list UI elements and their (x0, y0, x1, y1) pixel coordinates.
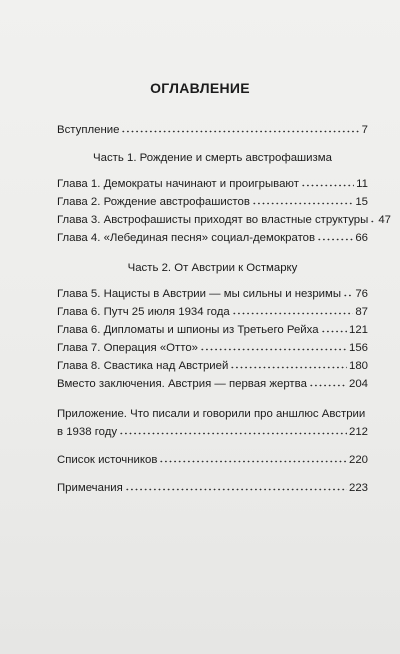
dot-leader (343, 293, 353, 298)
dot-leader (317, 237, 353, 242)
page-title: ОГЛАВЛЕНИЕ (150, 80, 250, 96)
toc-entry-page: 223 (348, 482, 368, 494)
toc-entry-appendix-line-1: Приложение. Что писали и говорили про аншлюс Австрии (57, 408, 366, 420)
toc-entry-page: 212 (348, 426, 368, 438)
toc-entry-page: 7 (361, 124, 368, 136)
dot-leader (200, 347, 347, 352)
toc-entry-title: в 1938 году (57, 426, 118, 438)
dot-leader (119, 431, 347, 436)
toc-entry-page: 47 (378, 214, 391, 226)
toc-entry-chapter-6b (57, 321, 368, 339)
dot-leader (232, 311, 354, 316)
toc-entry-page: 220 (348, 454, 368, 466)
toc-entry-page: 180 (348, 360, 368, 372)
toc-entry-title: Список источников (57, 454, 158, 466)
toc-entry-page: 76 (355, 288, 368, 300)
toc-entry-chapter-8 (57, 357, 368, 375)
toc-entry-sources (57, 451, 368, 469)
dot-leader (121, 129, 359, 134)
toc-entry-intro (57, 121, 368, 139)
toc-entry-title: Примечания (57, 482, 123, 494)
dot-leader (125, 487, 347, 492)
toc-entry-chapter-1 (57, 175, 368, 193)
dot-leader (309, 383, 347, 388)
dot-leader (370, 219, 376, 224)
table-of-contents (57, 121, 391, 497)
toc-entry-title: Глава 6. Путч 25 июля 1934 года (57, 306, 230, 318)
toc-entry-chapter-4 (57, 229, 368, 247)
toc-entry-title: Глава 8. Свастика над Австрией (57, 360, 229, 372)
toc-entry-notes (57, 479, 368, 497)
toc-entry-chapter-6a (57, 303, 368, 321)
part-1-heading: Часть 1. Рождение и смерть австрофашизма (93, 152, 332, 164)
toc-entry-page: 11 (356, 178, 368, 190)
toc-entry-title: Глава 1. Демократы начинают и проигрывают (57, 178, 299, 190)
toc-entry-page: 121 (348, 324, 368, 336)
toc-entry-page: 87 (355, 306, 368, 318)
toc-entry-chapter-5 (57, 285, 368, 303)
dot-leader (159, 459, 347, 464)
toc-entry-title: Глава 6. Дипломаты и шпионы из Третьего Рейха (57, 324, 319, 336)
toc-entry-title: Глава 7. Операция «Отто» (57, 342, 199, 354)
toc-entry-page: 15 (355, 196, 368, 208)
toc-entry-chapter-3 (57, 211, 391, 229)
dot-leader (252, 201, 353, 206)
toc-entry-title: Глава 5. Нацисты в Австрии — мы сильны и незримы (57, 288, 342, 300)
toc-entry-appendix (57, 423, 368, 441)
toc-entry-page: 66 (355, 232, 368, 244)
dot-leader (321, 329, 347, 334)
toc-entry-chapter-2 (57, 193, 368, 211)
part-2-heading: Часть 2. От Австрии к Остмарку (127, 262, 298, 274)
toc-entry-title: Вступление (57, 124, 120, 136)
toc-entry-title: Глава 4. «Лебединая песня» социал-демократов (57, 232, 316, 244)
toc-entry-conclusion (57, 375, 368, 393)
toc-entry-chapter-7 (57, 339, 368, 357)
toc-entry-title: Глава 2. Рождение австрофашистов (57, 196, 250, 208)
dot-leader (230, 365, 347, 370)
dot-leader (301, 183, 354, 188)
toc-entry-page: 204 (348, 378, 368, 390)
toc-entry-title: Вместо заключения. Австрия — первая жертва (57, 378, 307, 390)
toc-entry-title: Глава 3. Австрофашисты приходят во властные структуры (57, 214, 369, 226)
toc-entry-page: 156 (348, 342, 368, 354)
